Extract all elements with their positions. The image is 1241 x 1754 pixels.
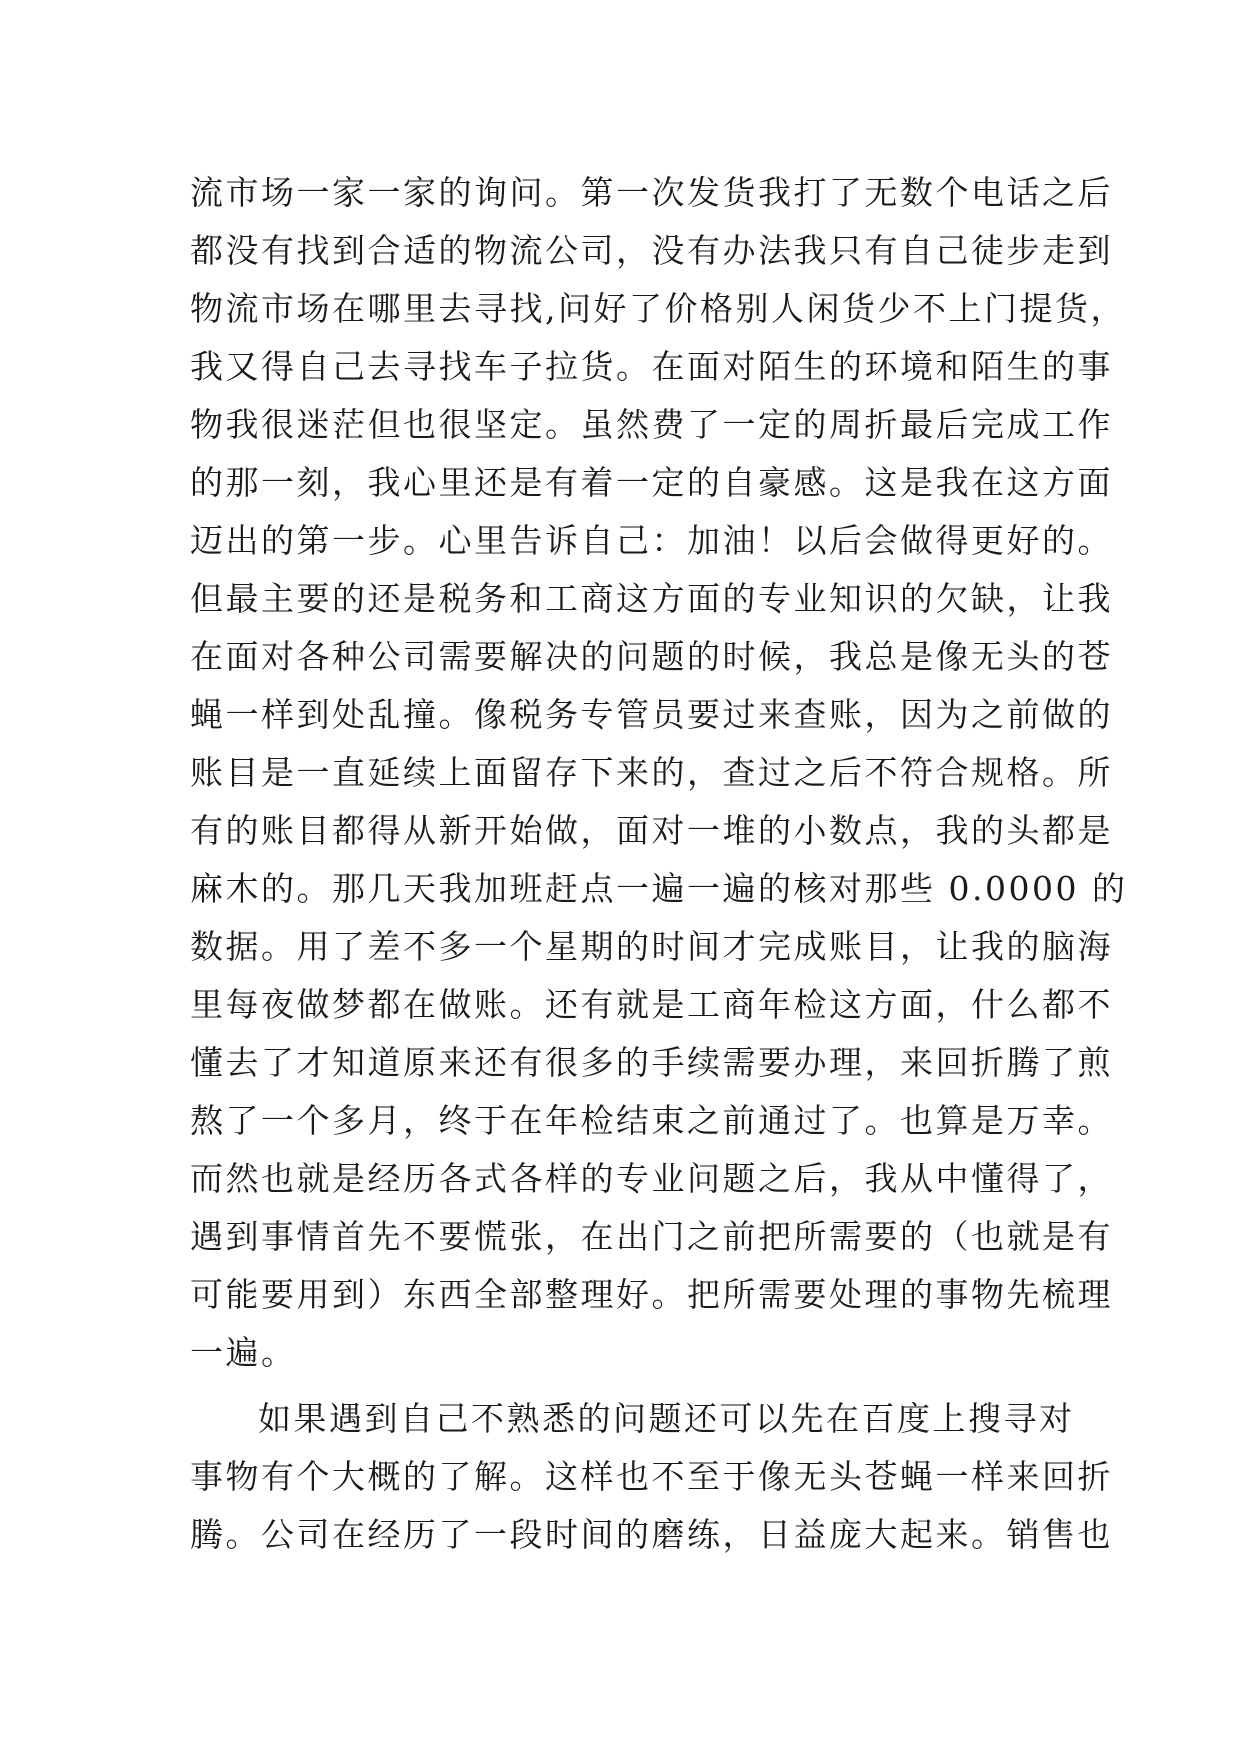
- text-line: 迈出的第一步。心里告诉自己：加油！以后会做得更好的。: [190, 521, 1113, 560]
- text-line: 懂去了才知道原来还有很多的手续需要办理，来回折腾了煎: [190, 1043, 1113, 1082]
- text-line: 遇到事情首先不要慌张，在出门之前把所需要的（也就是有: [190, 1217, 1113, 1256]
- text-line: 在面对各种公司需要解决的问题的时候，我总是像无头的苍: [190, 637, 1113, 676]
- paragraph-2: [190, 1390, 1113, 1564]
- text-line: 都没有找到合适的物流公司，没有办法我只有自己徒步走到: [190, 231, 1113, 270]
- text-line: 事物有个大概的了解。这样也不至于像无头苍蝇一样来回折: [190, 1457, 1113, 1496]
- text-line: 蝇一样到处乱撞。像税务专管员要过来查账，因为之前做的: [190, 695, 1113, 734]
- text-line: 物我很迷茫但也很坚定。虽然费了一定的周折最后完成工作: [190, 405, 1113, 444]
- text-line: 但最主要的还是税务和工商这方面的专业知识的欠缺，让我: [190, 579, 1113, 618]
- text-line: 账目是一直延续上面留存下来的，查过之后不符合规格。所: [190, 753, 1113, 792]
- text-line: 的那一刻，我心里还是有着一定的自豪感。这是我在这方面: [190, 463, 1113, 502]
- text-line: 流市场一家一家的询问。第一次发货我打了无数个电话之后: [190, 173, 1113, 212]
- text-line: 有的账目都得从新开始做，面对一堆的小数点，我的头都是: [190, 811, 1113, 850]
- text-line: 而然也就是经历各式各样的专业问题之后，我从中懂得了，: [190, 1159, 1113, 1198]
- text-line: 物流市场在哪里去寻找,问好了价格别人闲货少不上门提货，: [190, 289, 1126, 328]
- text-line: 我又得自己去寻找车子拉货。在面对陌生的环境和陌生的事: [190, 347, 1113, 386]
- paragraph-spacer: [190, 1382, 1090, 1390]
- text-line: 可能要用到）东西全部整理好。把所需要处理的事物先梳理: [190, 1275, 1113, 1314]
- paragraph-1: [190, 164, 1128, 1382]
- text-line: 熬了一个多月，终于在年检结束之前通过了。也算是万幸。: [190, 1101, 1113, 1140]
- text-line: 腾。公司在经历了一段时间的磨练，日益庞大起来。销售也: [190, 1515, 1113, 1554]
- text-line-indented: 如果遇到自己不熟悉的问题还可以先在百度上搜寻对: [258, 1399, 1075, 1438]
- text-line: 一遍。: [190, 1333, 297, 1372]
- text-line: 里每夜做梦都在做账。还有就是工商年检这方面，什么都不: [190, 985, 1113, 1024]
- text-line: 数据。用了差不多一个星期的时间才完成账目，让我的脑海: [190, 927, 1113, 966]
- body-text: [190, 164, 1128, 1564]
- text-line: 麻木的。那几天我加班赶点一遍一遍的核对那些 0.0000 的: [190, 869, 1128, 908]
